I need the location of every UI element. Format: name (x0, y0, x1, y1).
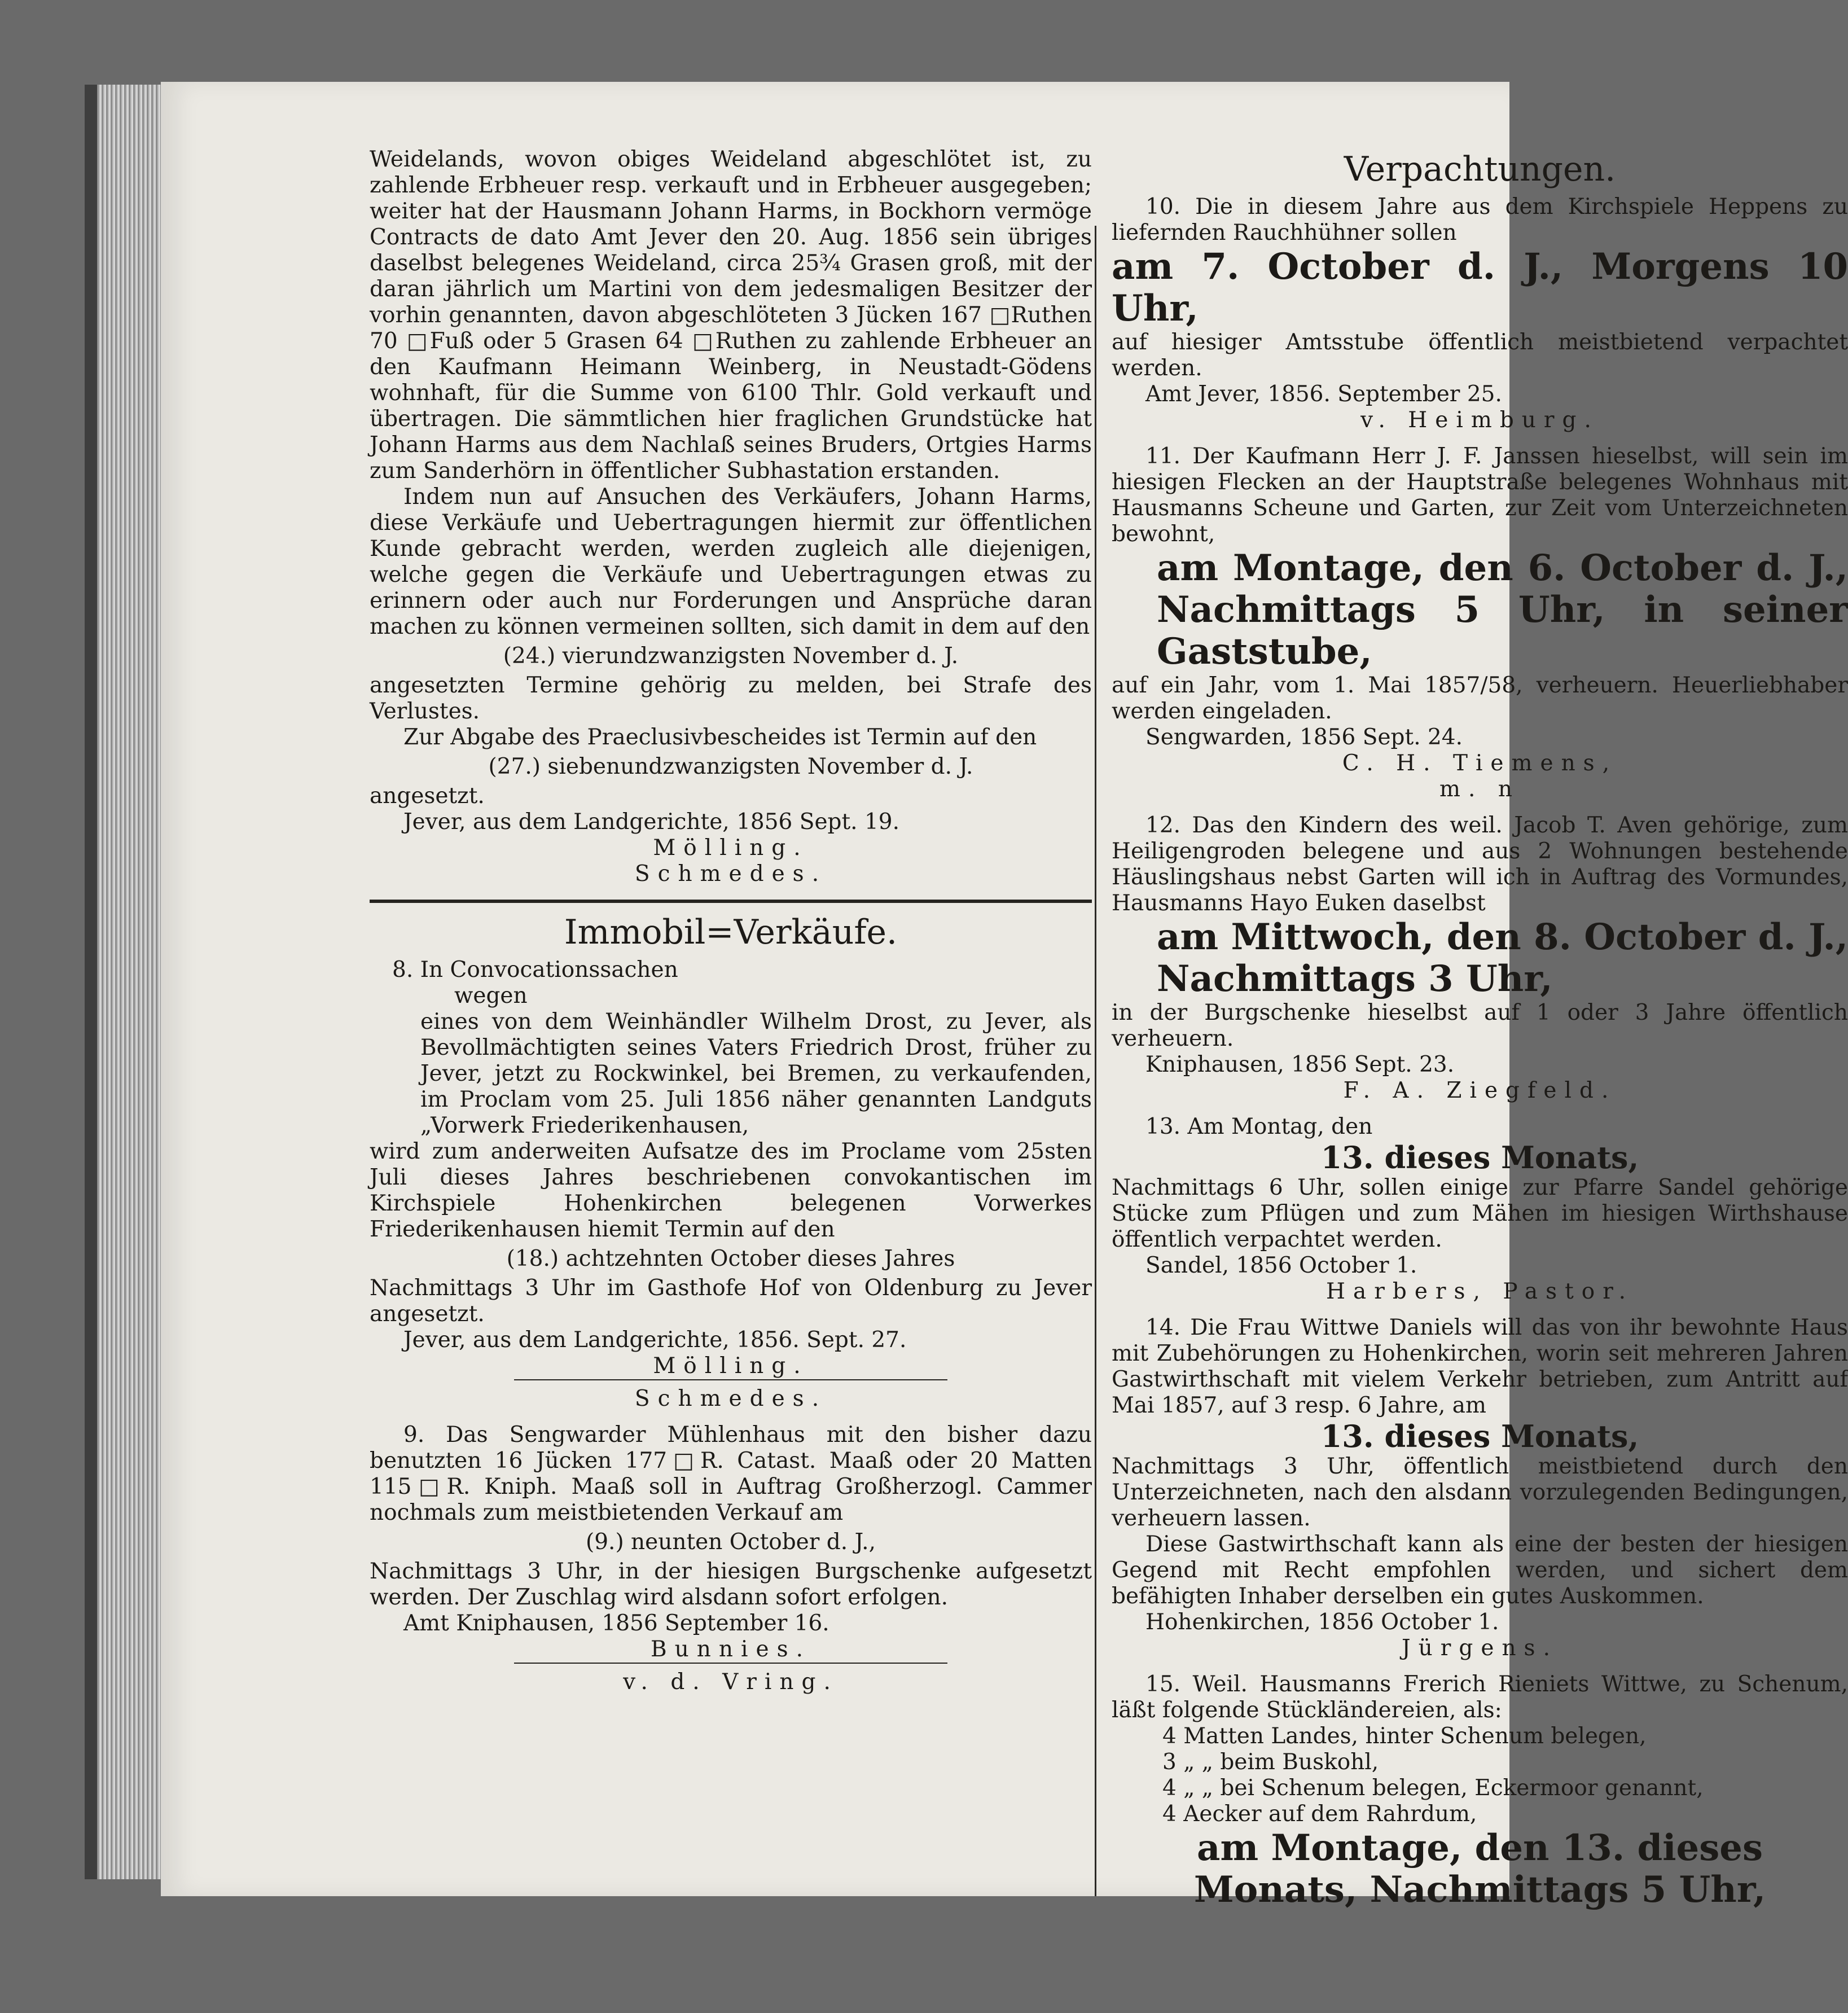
place-date-line: Hohenkirchen, 1856 October 1. (1145, 1609, 1499, 1635)
deadline-date: (24.) vierundzwanzigsten November d. J. (503, 643, 959, 669)
notice-text: wegen (454, 983, 528, 1008)
left-column (370, 147, 1092, 1695)
notice-text: 12. Das den Kindern des weil. Jacob T. Aven gehörige, zum Heiligengroden belegene und aus 2 Wohnungen bestehende Häuslingshaus nebst Garten will ich in Auftrag des Vormundes, Hausmanns Hayo Euken daselbst (1112, 813, 1848, 916)
notice-number-line: 13. Am Montag, den (1145, 1114, 1373, 1139)
place-date-line: Amt Kniphausen, 1856 September 16. (403, 1611, 829, 1636)
notice-paragraph: angesetzten Termine gehörig zu melden, bei Strafe des Verlustes. (370, 673, 1092, 724)
section-divider (370, 900, 1092, 903)
notice-text: 11. Der Kaufmann Herr J. F. Janssen hieselbst, will sein im hiesigen Flecken an der Hauptstraße belegenes Wohnhaus mit Hausmanns Scheune und Garten, zur Zeit vom Unterzeichneten bewohnt, (1112, 444, 1848, 547)
notice-text: auf ein Jahr, vom 1. Mai 1857/58, verheuern. Heuerliebhaber werden eingeladen. (1112, 673, 1848, 724)
signature: Harbers, Pastor. (1325, 1279, 1634, 1304)
place-date-line: Amt Jever, 1856. September 25. (1145, 381, 1502, 407)
notice-text: Nachmittags 6 Uhr, sollen einige zur Pfarre Sandel gehörige Stücke zum Pflügen und zum Mähen im hiesigen Wirthshause öffentlich verpachtet werden. (1112, 1175, 1848, 1252)
section-heading: Immobil=Verkäufe. (564, 913, 898, 952)
event-date-headline: am 7. October d. J., Morgens 10 Uhr, (1112, 245, 1848, 330)
place-date-line: Kniphausen, 1856 Sept. 23. (1145, 1052, 1455, 1077)
signature: Mölling. (653, 1353, 809, 1379)
notice-text: in der Burgschenke hieselbst auf 1 oder 3 Jahre öffentlich verheuern. (1112, 1000, 1848, 1051)
column-divider (1095, 226, 1096, 1896)
event-date-headline: 13. dieses Monats, (1320, 1139, 1639, 1176)
notice-text: Nachmittags 3 Uhr, in der hiesigen Burgschenke aufgesetzt werden. Der Zuschlag wird alsdann sofort erfolgen. (370, 1559, 1092, 1610)
notice-text: 14. Die Frau Wittwe Daniels will das von ihr bewohnte Haus mit Zubehörungen zu Hohenkirchen, worin seit mehreren Jahren Gastwirthschaft mit vielem Verkehr betrieben, zum Antritt auf Mai 1857, auf 3 resp. 6 Jahre, am (1112, 1315, 1848, 1418)
event-date-headline: am Mittwoch, den 8. October d. J., Nachmittags 3 Uhr, (1157, 916, 1848, 1000)
book-page-edges (85, 85, 173, 1879)
place-date-line: Jever, aus dem Landgerichte, 1856. Sept. 27. (403, 1327, 907, 1353)
list-item: 4 Aecker auf dem Rahrdum, (1162, 1801, 1477, 1827)
signature: F. A. Ziegfeld. (1343, 1078, 1617, 1103)
notice-text: eines von dem Weinhändler Wilhelm Drost, zu Jever, als Bevollmächtigten seines Vaters Friedrich Drost, früher zu Jever, jetzt zu Rockwinkel, bei Bremen, zu verkaufenden, im Proclam vom 25. Juli 1856 näher genannten Landguts „Vorwerk Friederikenhausen, (420, 1009, 1092, 1138)
notice-paragraph: Zur Abgabe des Praeclusivbescheides ist Termin auf den (403, 725, 1037, 750)
list-item: 4 Matten Landes, hinter Schenum belegen, (1162, 1723, 1647, 1749)
notice-paragraph: Indem nun auf Ansuchen des Verkäufers, Johann Harms, diese Verkäufe und Uebertragungen hiermit zur öffentlichen Kunde gebracht werden, werden zugleich alle diejenigen, welche gegen die Verkäufe und Uebertragungen etwas zu erinnern oder auch nur Forderungen und Ansprüche daran machen zu können vermeinen sollten, sich damit in dem auf den (370, 484, 1092, 639)
signature: Jürgens. (1402, 1635, 1558, 1661)
signature: Mölling. (653, 835, 809, 861)
list-item: 4 „ „ bei Schenum belegen, Eckermoor genannt, (1162, 1775, 1704, 1801)
deadline-date: (27.) siebenundzwanzigsten November d. J. (488, 754, 973, 779)
place-date-line: Jever, aus dem Landgerichte, 1856 Sept. 19. (403, 809, 899, 835)
list-item: 3 „ „ beim Buskohl, (1162, 1749, 1379, 1775)
notice-number-line: 8. In Convocationssachen (392, 957, 678, 983)
notice-text: Nachmittags 3 Uhr, öffentlich meistbietend durch den Unterzeichneten, nach den alsdann vorzulegenden Bedingungen, verheuern lassen. (1112, 1454, 1848, 1531)
event-date-headline: am Montage, den 6. October d. J., Nachmittags 5 Uhr, in seiner Gaststube, (1157, 547, 1848, 673)
place-date-line: Sengwarden, 1856 Sept. 24. (1145, 725, 1463, 750)
place-date-line: Sandel, 1856 October 1. (1145, 1253, 1417, 1278)
notice-text: wird zum anderweiten Aufsatze des im Proclame vom 25sten Juli dieses Jahres beschriebenen convokantischen im Kirchspiele Hohenkirchen belegenen Vorwerkes Friederikenhausen hiemit Termin auf den (370, 1139, 1092, 1242)
signature: C. H. Tiemens, (1342, 751, 1618, 776)
notice-text: Nachmittags 3 Uhr im Gasthofe Hof von Oldenburg zu Jever angesetzt. (370, 1275, 1092, 1327)
right-column (1112, 147, 1848, 1911)
notice-paragraph: angesetzt. (370, 783, 485, 809)
signature: Bunnies. (651, 1637, 811, 1662)
event-date-headline: am Montage, den 13. dieses Monats, Nachmittags 5 Uhr, (1193, 1827, 1766, 1911)
signature: v. d. Vring. (623, 1669, 839, 1695)
section-heading: Verpachtungen. (1344, 150, 1616, 189)
notice-text: 10. Die in diesem Jahre aus dem Kirchspiele Heppens zu liefernden Rauchhühner sollen (1112, 194, 1848, 245)
notice-text: auf hiesiger Amtsstube öffentlich meistbietend verpachtet werden. (1112, 330, 1848, 381)
signature: v. Heimburg. (1360, 407, 1599, 433)
notice-text: Diese Gastwirthschaft kann als eine der besten der hiesigen Gegend mit Recht empfohlen werden, und sichert dem befähigten Inhaber derselben ein gutes Auskommen. (1112, 1532, 1848, 1609)
signature: Schmedes. (634, 1386, 827, 1411)
signature-rule (514, 1379, 947, 1380)
newspaper-page (161, 82, 1848, 1911)
signature-rule (514, 1663, 947, 1664)
deadline-date: (18.) achtzehnten October dieses Jahres (506, 1246, 955, 1271)
event-date-headline: 13. dieses Monats, (1320, 1418, 1639, 1454)
notice-continuation-text: Weidelands, wovon obiges Weideland abgeschlötet ist, zu zahlende Erbheuer resp. verkauft und in Erbheuer ausgegeben; weiter hat der Hausmann Johann Harms, in Bockhorn vermöge Contracts de dato Amt Jever den 20. Aug. 1856 sein übriges daselbst belegenes Weideland, circa 25¾ Grasen groß, mit der daran jährlich um Martini von dem jedesmaligen Besitzer der vorhin genannten, davon abgeschlöteten 3 Jücken 167 □Ruthen 70 □Fuß oder 5 Grasen 64 □Ruthen zu zahlende Erbheuer an den Kaufmann Heimann Weinberg, in Neustadt-Gödens wohnhaft, für die Summe von 6100 Thlr. Gold verkauft und übertragen. Die sämmtlichen hier fraglichen Grundstücke hat Johann Harms aus dem Nachlaß seines Bruders, Ortgies Harms zum Sanderhörn in öffentlicher Subhastation erstanden. (370, 147, 1092, 484)
signature: Schmedes. (634, 861, 827, 887)
notice-text: 9. Das Sengwarder Mühlenhaus mit den bisher dazu benutzten 16 Jücken 177□R. Catast. Maaß oder 20 Matten 115□R. Kniph. Maaß soll in Auftrag Großherzogl. Cammer nochmals zum meistbietenden Verkauf am (370, 1422, 1092, 1525)
deadline-date: (9.) neunten October d. J., (586, 1529, 876, 1555)
notice-text: 15. Weil. Hausmanns Frerich Rieniets Wittwe, zu Schenum, läßt folgende Stückländereien, als: (1112, 1672, 1848, 1723)
signature: m. n (1439, 777, 1520, 802)
